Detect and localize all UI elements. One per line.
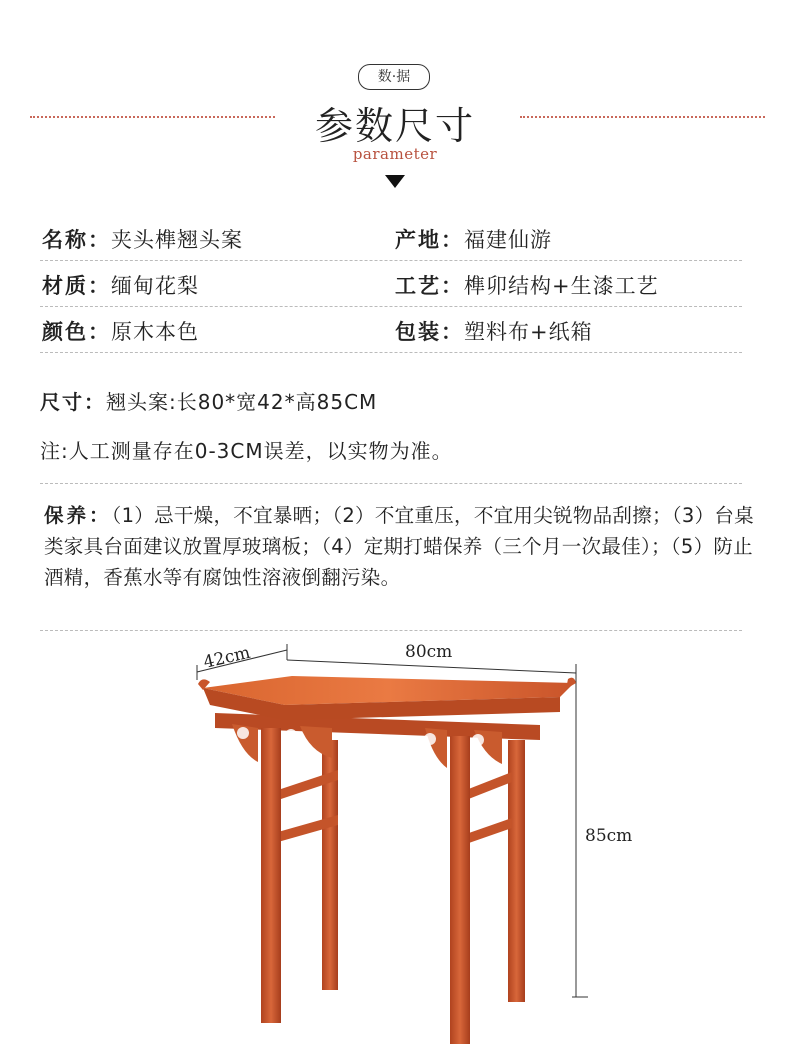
height-label: 85cm [585,826,633,846]
spec-craft-label: 工艺： [395,274,464,298]
page-title: 参数尺寸 [314,104,475,148]
table-stretchers [278,770,512,844]
spec-packing-label: 包装： [395,320,464,344]
spec-craft-value: 榫卯结构+生漆工艺 [464,274,659,298]
care-label: 保养： [44,504,112,527]
care-text: （1）忌干燥，不宜暴晒；（2）不宜重压，不宜用尖锐物品刮擦；（3）台桌类家具台面建议放置厚玻璃板；（4）定期打蜡保养（三个月一次最佳）；（5）防止酒精，香蕉水等有腐蚀性溶液倒翻污染。 [44,504,754,589]
spec-material-value: 缅甸花梨 [111,274,199,298]
spec-name-label: 名称： [42,228,111,252]
measurement-note: 注:人工测量存在0-3CM误差，以实物为准。 [40,439,453,463]
spec-packing-value: 塑料布+纸箱 [464,320,593,344]
length-label: 80cm [405,642,453,662]
size-value: 翘头案:长80*宽42*高85CM [106,390,378,414]
table-top [198,676,576,720]
table-front-legs [261,728,470,1044]
size-label: 尺寸： [40,390,106,414]
spec-material-label: 材质： [42,274,111,298]
spec-origin-label: 产地： [395,228,464,252]
spec-name-value: 夹头榫翘头案 [111,228,243,252]
depth-label: 42cm [201,642,253,673]
spec-origin-value: 福建仙游 [464,228,552,252]
section-badge: 数·据 [358,64,430,90]
spec-color-label: 颜色： [42,320,111,344]
spec-color-value: 原木本色 [111,320,199,344]
page-subtitle: parameter [352,145,438,163]
